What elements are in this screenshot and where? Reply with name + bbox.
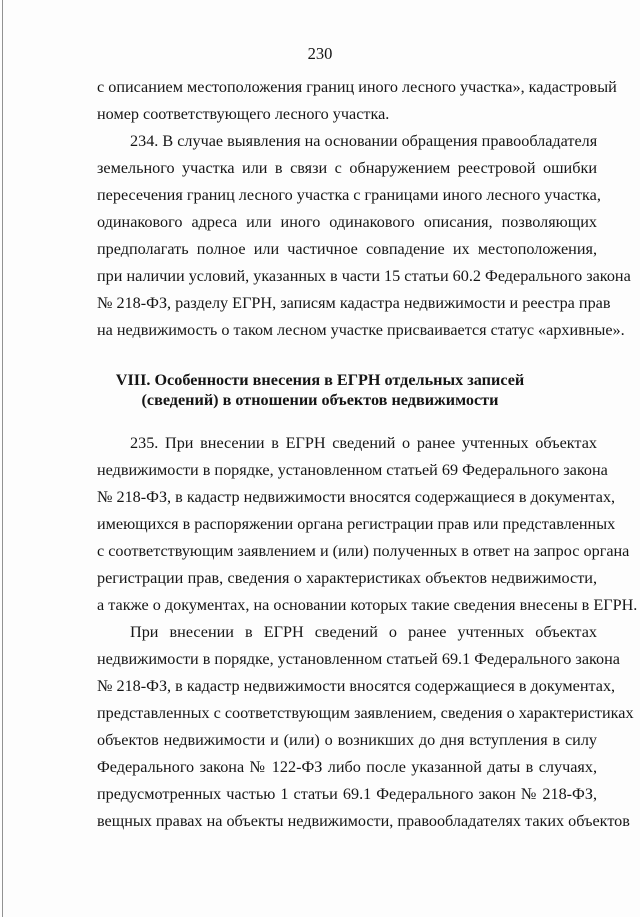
paragraph-line: при наличии условий, указанных в части 15 статьи 60.2 Федерального закона [97, 267, 631, 285]
paragraph-line: с описанием местоположения границ иного лесного участка», кадастровый [97, 78, 617, 96]
paragraph-line: предусмотренных частью 1 статьи 69.1 Федерального закон № 218-ФЗ, [97, 785, 597, 803]
paragraph-line: № 218-ФЗ, в кадастр недвижимости вносятся содержащиеся в документах, [97, 677, 616, 695]
section-heading: (сведений) в отношении объектов недвижимости [141, 391, 499, 409]
paragraph-line: на недвижимость о таком лесном участке присваивается статус «архивные». [97, 321, 625, 339]
paragraph-line: недвижимости в порядке, установленном статьей 69 Федерального закона [97, 461, 608, 479]
section-heading: VIII. Особенности внесения в ЕГРН отдельных записей [115, 371, 525, 389]
paragraph-line: вещных правах на объекты недвижимости, правообладателях таких объектов [97, 812, 630, 830]
paragraph-line: № 218-ФЗ, разделу ЕГРН, записям кадастра недвижимости и реестра прав [97, 294, 611, 312]
paragraph-line: объектов недвижимости и (или) о возникших до дня вступления в силу [97, 731, 597, 749]
paragraph-line: с соответствующим заявлением и (или) полученных в ответ на запрос органа [97, 542, 630, 560]
paragraph-line: недвижимости в порядке, установленном статьей 69.1 Федерального закона [97, 650, 620, 668]
paragraph-line: номер соответствующего лесного участка. [97, 105, 390, 123]
paragraph-line: № 218-ФЗ, в кадастр недвижимости вносятся содержащиеся в документах, [97, 488, 616, 506]
paragraph-line: 235. При внесении в ЕГРН сведений о ранее учтенных объектах [130, 434, 597, 452]
paragraph-line: регистрации прав, сведения о характеристиках объектов недвижимости, [97, 569, 597, 587]
paragraph-line: Федерального закона № 122-ФЗ либо после указанной даты в случаях, [97, 758, 597, 776]
paragraph-line: При внесении в ЕГРН сведений о ранее учтенных объектах [130, 623, 597, 641]
paragraph-line: пересечения границ лесного участка с границами иного лесного участка, [97, 186, 601, 204]
scan-edge [2, 0, 3, 917]
paragraph-line: имеющихся в распоряжении органа регистрации прав или представленных [97, 515, 616, 533]
paragraph-line: представленных с соответствующим заявлением, сведения о характеристиках [97, 704, 634, 722]
paragraph-line: а также о документах, на основании которых такие сведения внесены в ЕГРН. [97, 596, 638, 614]
paragraph-line: 234. В случае выявления на основании обращения правообладателя [130, 132, 598, 150]
paragraph-line: земельного участка или в связи с обнаружением реестровой ошибки [97, 159, 597, 177]
page-number: 230 [307, 44, 333, 63]
paragraph-line: предполагать полное или частичное совпадение их местоположения, [97, 240, 597, 258]
paragraph-line: одинакового адреса или иного одинакового описания, позволяющих [97, 213, 597, 231]
